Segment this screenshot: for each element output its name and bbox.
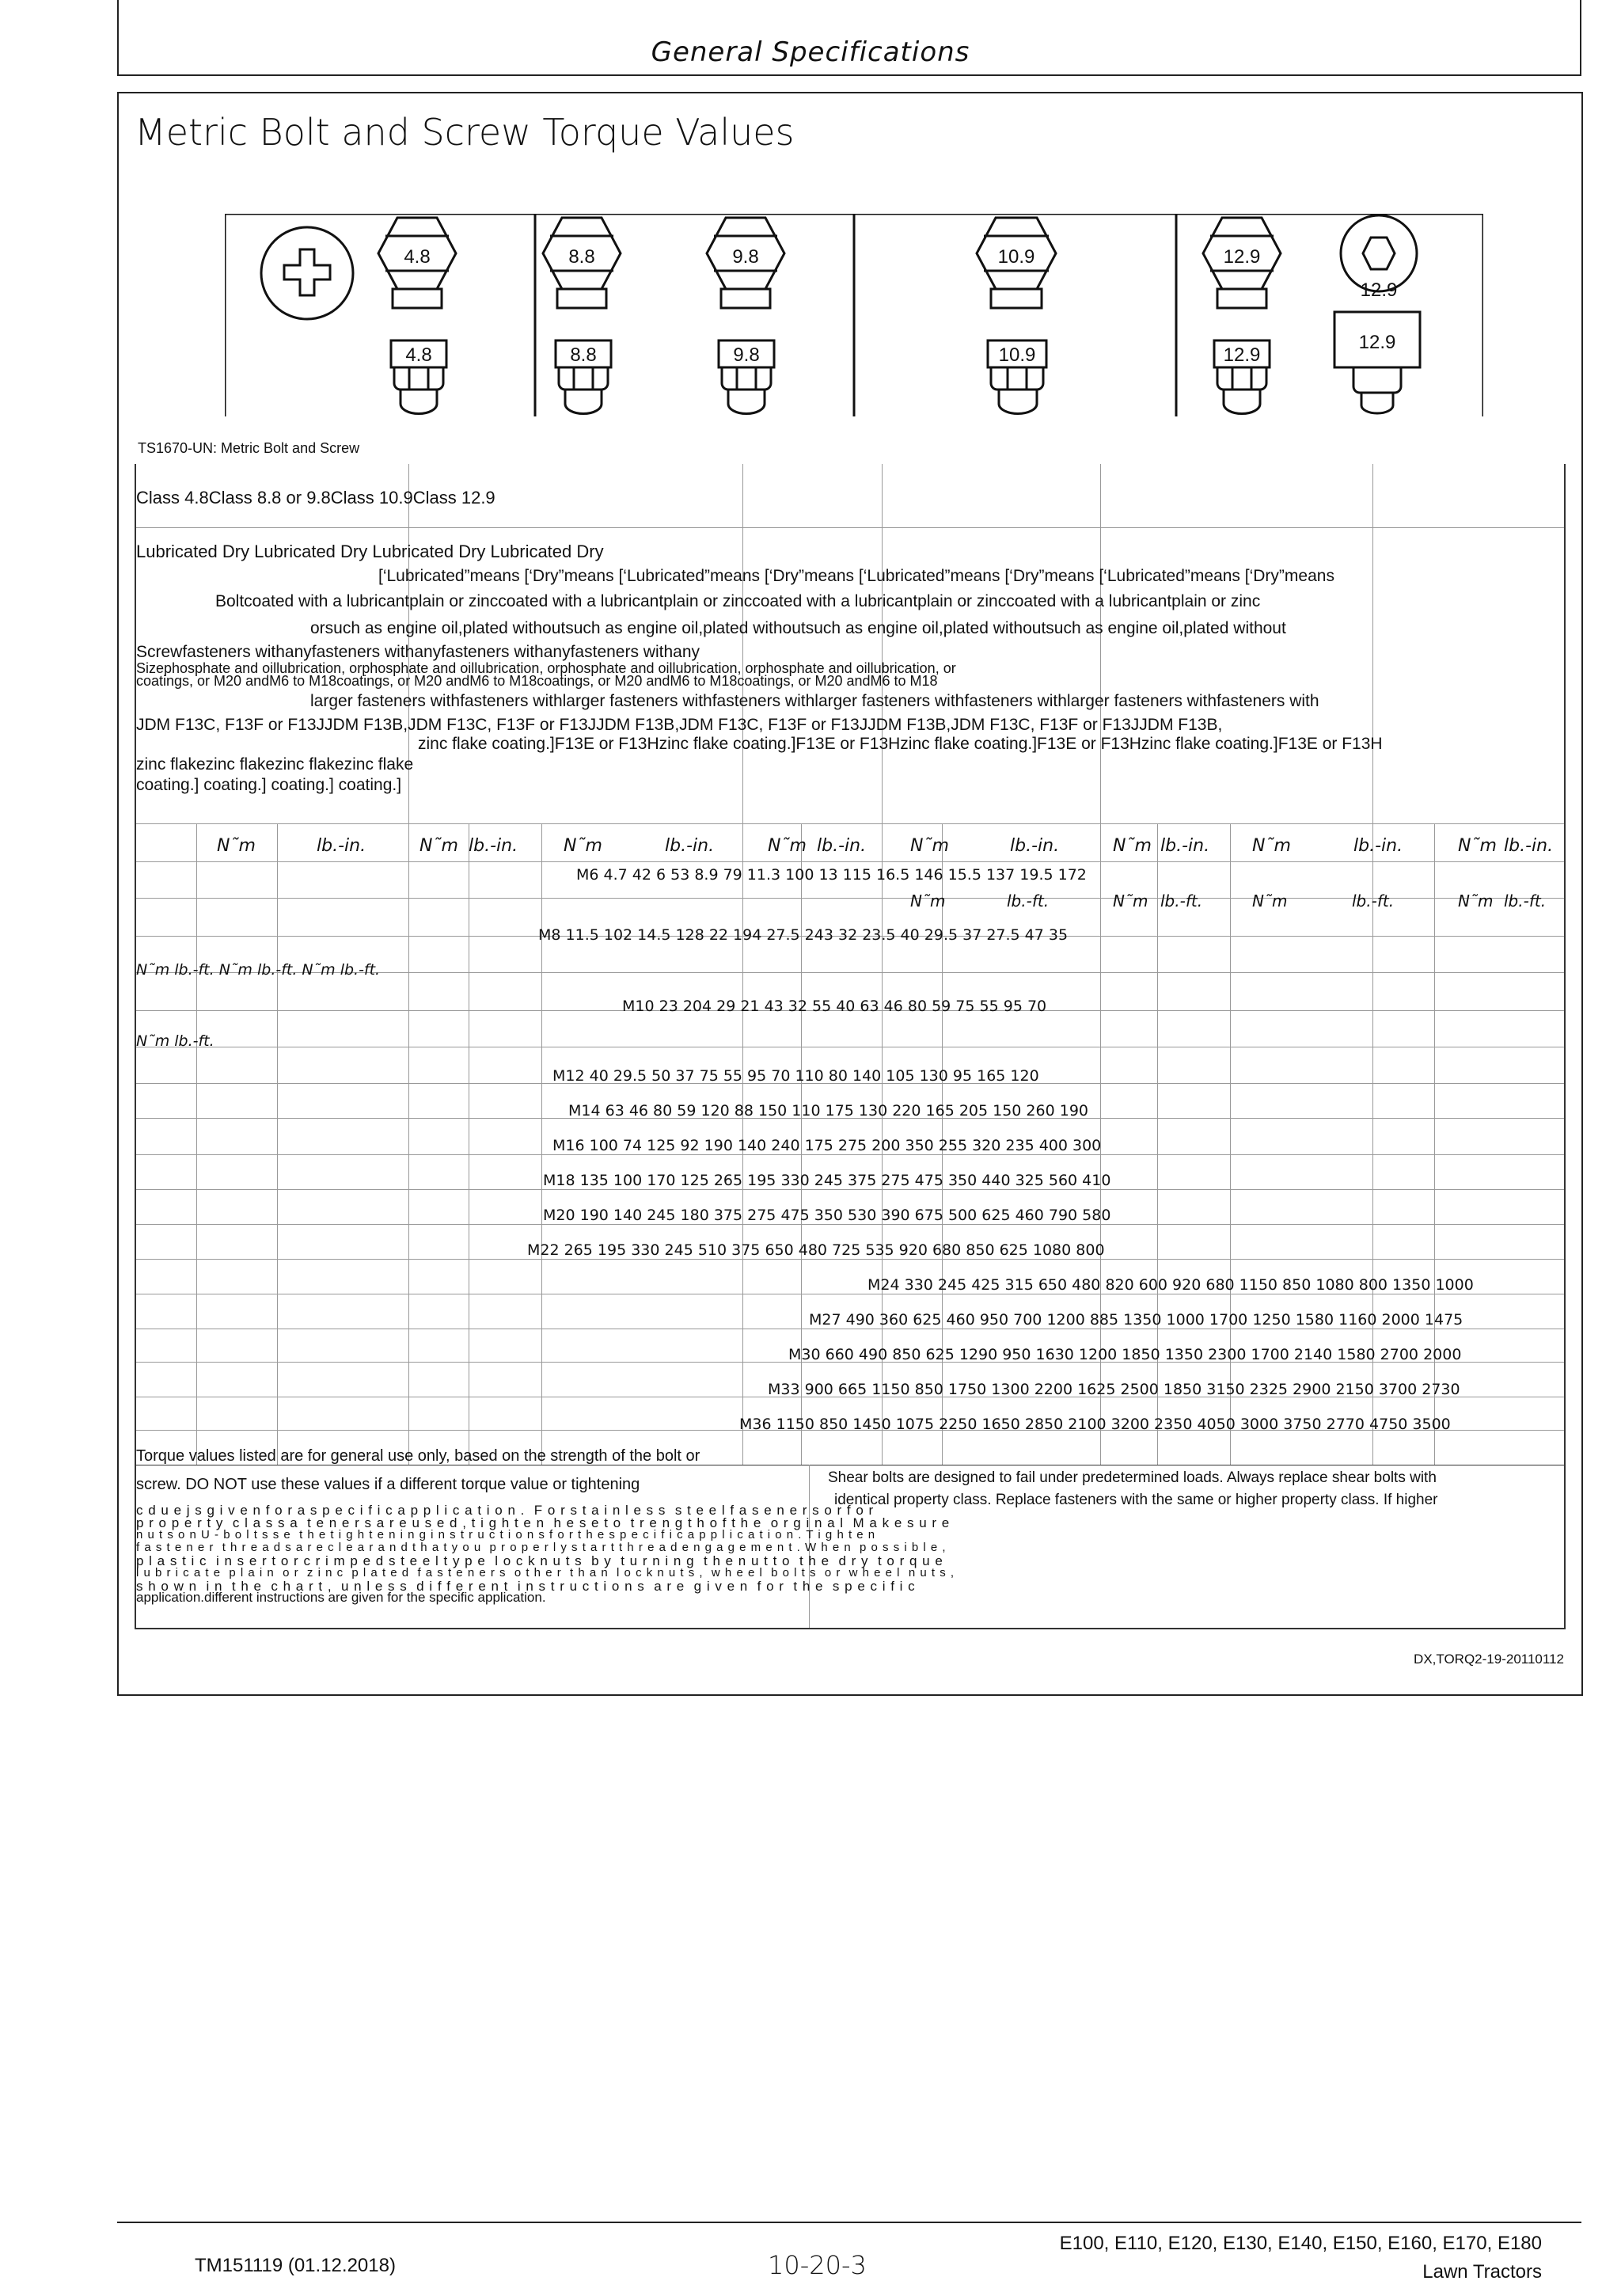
nut-8.8 xyxy=(556,340,611,414)
manual-number: TM151119 (01.12.2018) xyxy=(195,2255,396,2276)
note-left-small: c d u e j s g i v e n f o r a s p e c i f i c a p p l i c a t i o n . F o r s t a i n l e s s s t e e l f a s e n e r s o r f o r xyxy=(136,1503,875,1518)
nut-label-5: 12.9 xyxy=(1223,344,1261,366)
unit-label: lb.-in. xyxy=(817,836,867,856)
nut-label-3: 9.8 xyxy=(733,344,760,366)
head-label-5: 12.9 xyxy=(1223,246,1261,268)
table-row: M36 1150 850 1450 1075 2250 1650 2850 2100 3200 2350 4050 3000 3750 2770 4750 3500 xyxy=(739,1416,1451,1433)
note-left-small: s h o w n i n t h e c h a r t , u n l e s s d i f f e r e n t i n s t r u c t i o n s a r e g i v e n f o r t h e s p e c i f i c xyxy=(136,1579,916,1594)
unit-label: lb.-in. xyxy=(317,836,366,856)
unit-label: N˜m xyxy=(910,836,949,856)
footer-rule xyxy=(117,2222,1581,2223)
unit-label: N˜m xyxy=(910,891,946,910)
hex-head-12.9 xyxy=(1203,218,1281,308)
nut-label-6: 12.9 xyxy=(1358,332,1396,353)
hex-head-10.9 xyxy=(977,218,1056,308)
head-label-6: 12.9 xyxy=(1360,279,1398,301)
unit-label: N˜m xyxy=(1252,891,1288,910)
socket-head-12.9 xyxy=(1341,215,1417,301)
table-row: M6 4.7 42 6 53 8.9 79 11.3 100 13 115 16.5 146 15.5 137 19.5 172 xyxy=(576,866,1087,884)
unit-label: N˜m lb.-ft. xyxy=(136,1032,214,1050)
head-label-4: 10.9 xyxy=(997,246,1035,268)
unit-label: lb.-in. xyxy=(1010,836,1060,856)
head-label-1: 4.8 xyxy=(404,246,431,268)
nut-label-4: 10.9 xyxy=(998,344,1036,366)
table-row: M18 135 100 170 125 265 195 330 245 375 275 475 350 440 325 560 410 xyxy=(543,1172,1111,1189)
note-left-small: p r o p e r t y c l a s s a t e n e r s a r e u s e d , t i g h t e n h e s e t o t r e n g t h o f t h e o r g i n a l M a k e s u r e xyxy=(136,1515,951,1530)
table-row: M24 330 245 425 315 650 480 820 600 920 680 1150 850 1080 800 1350 1000 xyxy=(867,1276,1474,1294)
definition-line: Screwfasteners withanyfasteners withanyfasteners withanyfasteners withany xyxy=(136,643,700,661)
table-row: M27 490 360 625 460 950 700 1200 885 1350 1000 1700 1250 1580 1160 2000 1475 xyxy=(809,1311,1463,1329)
bolt-figure xyxy=(225,214,1483,421)
table-row: M12 40 29.5 50 37 75 55 95 70 110 80 140 105 130 95 165 120 xyxy=(552,1067,1039,1085)
nut-10.9 xyxy=(988,340,1046,414)
page-number: 10-20-3 xyxy=(768,2250,867,2280)
definition-line: zinc flakezinc flakezinc flakezinc flake xyxy=(136,755,414,774)
note-left-small: p l a s t i c i n s e r t o r c r i m p e d s t e e l t y p e l o c k n u t s b y t u r n i n g t h e n u t t o t h e d r y t o r q u e xyxy=(136,1553,943,1568)
unit-label: lb.-in. xyxy=(665,836,715,856)
table-row: M30 660 490 850 625 1290 950 1630 1200 1850 1350 2300 1700 2140 1580 2700 2000 xyxy=(788,1346,1462,1363)
nut-9.8 xyxy=(719,340,774,414)
definition-line: Sizephosphate and oillubrication, orphosphate and oillubrication, orphosphate and oillubrication, orphosphate and oillubrication, or xyxy=(136,660,956,676)
table-row: M10 23 204 29 21 43 32 55 40 63 46 80 59 75 55 95 70 xyxy=(622,998,1047,1015)
note-left-small: l u b r i c a t e p l a i n o r z i n c p l a t e d f a s t e n e r s o t h e r t h a n l o c k n u t s , w h e e l b o l t s o r w h e e l n u t s , xyxy=(136,1566,955,1579)
note-right: Shear bolts are designed to fail under predetermined loads. Always replace shear bolts with xyxy=(828,1469,1437,1486)
definition-line: zinc flake coating.]F13E or F13Hzinc flake coating.]F13E or F13Hzinc flake coating.]F13E or F13Hzinc flake coating.]F13E or F13H xyxy=(418,735,1383,753)
unit-label: N˜m xyxy=(217,836,256,856)
table-row: M20 190 140 245 180 375 275 475 350 530 390 675 500 625 460 790 580 xyxy=(543,1207,1111,1224)
unit-label: N˜m xyxy=(1113,891,1148,910)
nut-4.8 xyxy=(391,340,446,414)
note-left-small: f a s t e n e r t h r e a d s a r e c l e a r a n d t h a t y o u p r o p e r l y s t a r t t h r e a d e n g a g e m e n t . W h e n p o s s i b l e , xyxy=(136,1541,947,1554)
hex-head-4.8 xyxy=(378,218,456,308)
unit-label: N˜m lb.-ft. N˜m lb.-ft. N˜m lb.-ft. xyxy=(136,961,381,979)
table-row: M8 11.5 102 14.5 128 22 194 27.5 243 32 23.5 40 29.5 37 27.5 47 35 xyxy=(538,926,1069,944)
product-name: Lawn Tractors xyxy=(1422,2261,1542,2283)
header-title: General Specifications xyxy=(651,36,970,68)
definition-line: larger fasteners withfasteners withlarger fasteners withfasteners withlarger fasteners withfasteners withlarger fasteners withfasteners with xyxy=(310,692,1319,710)
note-left: Torque values listed are for general use only, based on the strength of the bolt or xyxy=(136,1447,700,1465)
unit-label: N˜m xyxy=(1458,836,1497,856)
head-label-3: 9.8 xyxy=(732,246,759,268)
unit-label: lb.-in. xyxy=(1504,836,1554,856)
note-left-small: application.different instructions are given for the specific application. xyxy=(136,1590,546,1605)
note-left: screw. DO NOT use these values if a different torque value or tightening xyxy=(136,1476,640,1493)
definition-line: orsuch as engine oil,plated withoutsuch as engine oil,plated withoutsuch as engine oil,plated withoutsuch as engine oil,plated without xyxy=(310,619,1286,637)
unit-label: lb.-ft. xyxy=(1007,891,1050,910)
socket-body-12.9 xyxy=(1334,312,1420,413)
document-code: DX,TORQ2-19-20110112 xyxy=(1414,1652,1564,1667)
definition-line: [‘Lubricated”means [‘Dry”means [‘Lubricated”means [‘Dry”means [‘Lubricated”means [‘Dry”means [‘Lubricated”means [‘Dry”means xyxy=(378,567,1334,585)
definition-line: coating.] coating.] coating.] coating.] xyxy=(136,776,402,794)
cross-recess-head xyxy=(261,227,353,319)
unit-label: N˜m xyxy=(564,836,602,856)
page-title: Metric Bolt and Screw Torque Values xyxy=(135,111,795,154)
definition-line: Boltcoated with a lubricantplain or zinccoated with a lubricantplain or zinccoated with a lubricantplain or zinccoated with a lubricantplain or zinc xyxy=(215,592,1261,610)
unit-label: N˜m xyxy=(1458,891,1494,910)
table-row: M22 265 195 330 245 510 375 650 480 725 535 920 680 850 625 1080 800 xyxy=(527,1241,1105,1259)
lubricated-dry-header: Lubricated Dry Lubricated Dry Lubricated Dry Lubricated Dry xyxy=(136,542,604,561)
header-bottom-rule xyxy=(117,74,1581,76)
model-list: E100, E110, E120, E130, E140, E150, E160, E170, E180 xyxy=(1059,2233,1542,2254)
nut-label-1: 4.8 xyxy=(405,344,432,366)
head-label-2: 8.8 xyxy=(568,246,595,268)
unit-label: lb.-ft. xyxy=(1352,891,1395,910)
unit-label: lb.-ft. xyxy=(1160,891,1203,910)
unit-label: N˜m xyxy=(419,836,458,856)
unit-label: N˜m xyxy=(1252,836,1291,856)
unit-label: lb.-in. xyxy=(469,836,518,856)
table-row: M33 900 665 1150 850 1750 1300 2200 1625 2500 1850 3150 2325 2900 2150 3700 2730 xyxy=(768,1381,1460,1398)
definition-line: coatings, or M20 andM6 to M18coatings, or M20 andM6 to M18coatings, or M20 andM6 to M18coatings, or M20 andM6 to M18 xyxy=(136,673,938,689)
unit-label: lb.-ft. xyxy=(1504,891,1547,910)
unit-label: lb.-in. xyxy=(1160,836,1210,856)
figure-caption: TS1670-UN: Metric Bolt and Screw xyxy=(138,440,360,456)
unit-label: lb.-in. xyxy=(1353,836,1403,856)
unit-label: N˜m xyxy=(768,836,807,856)
nut-12.9 xyxy=(1214,340,1270,414)
hex-head-8.8 xyxy=(543,218,621,308)
note-left-small: n u t s o n U - b o l t s s e t h e t i g h t e n i n g i n s t r u c t i o n s f o r t h e s p e c i f i c a p p l i c a t i o n . T i g h t e n xyxy=(136,1528,876,1541)
hex-head-9.8 xyxy=(707,218,784,308)
table-row: M14 63 46 80 59 120 88 150 110 175 130 220 165 205 150 260 190 xyxy=(568,1102,1089,1119)
table-row: M16 100 74 125 92 190 140 240 175 275 200 350 255 320 235 400 300 xyxy=(552,1137,1102,1154)
class-header: Class 4.8Class 8.8 or 9.8Class 10.9Class 12.9 xyxy=(136,488,495,507)
note-right: identical property class. Replace fasteners with the same or higher property class. If higher xyxy=(834,1492,1438,1508)
nut-label-2: 8.8 xyxy=(570,344,597,366)
definition-line: JDM F13C, F13F or F13JJDM F13B,JDM F13C, F13F or F13JJDM F13B,JDM F13C, F13F or F13JJDM F13B,JDM F13C, F13F or F13JJDM F13B, xyxy=(136,716,1223,734)
unit-label: N˜m xyxy=(1113,836,1152,856)
